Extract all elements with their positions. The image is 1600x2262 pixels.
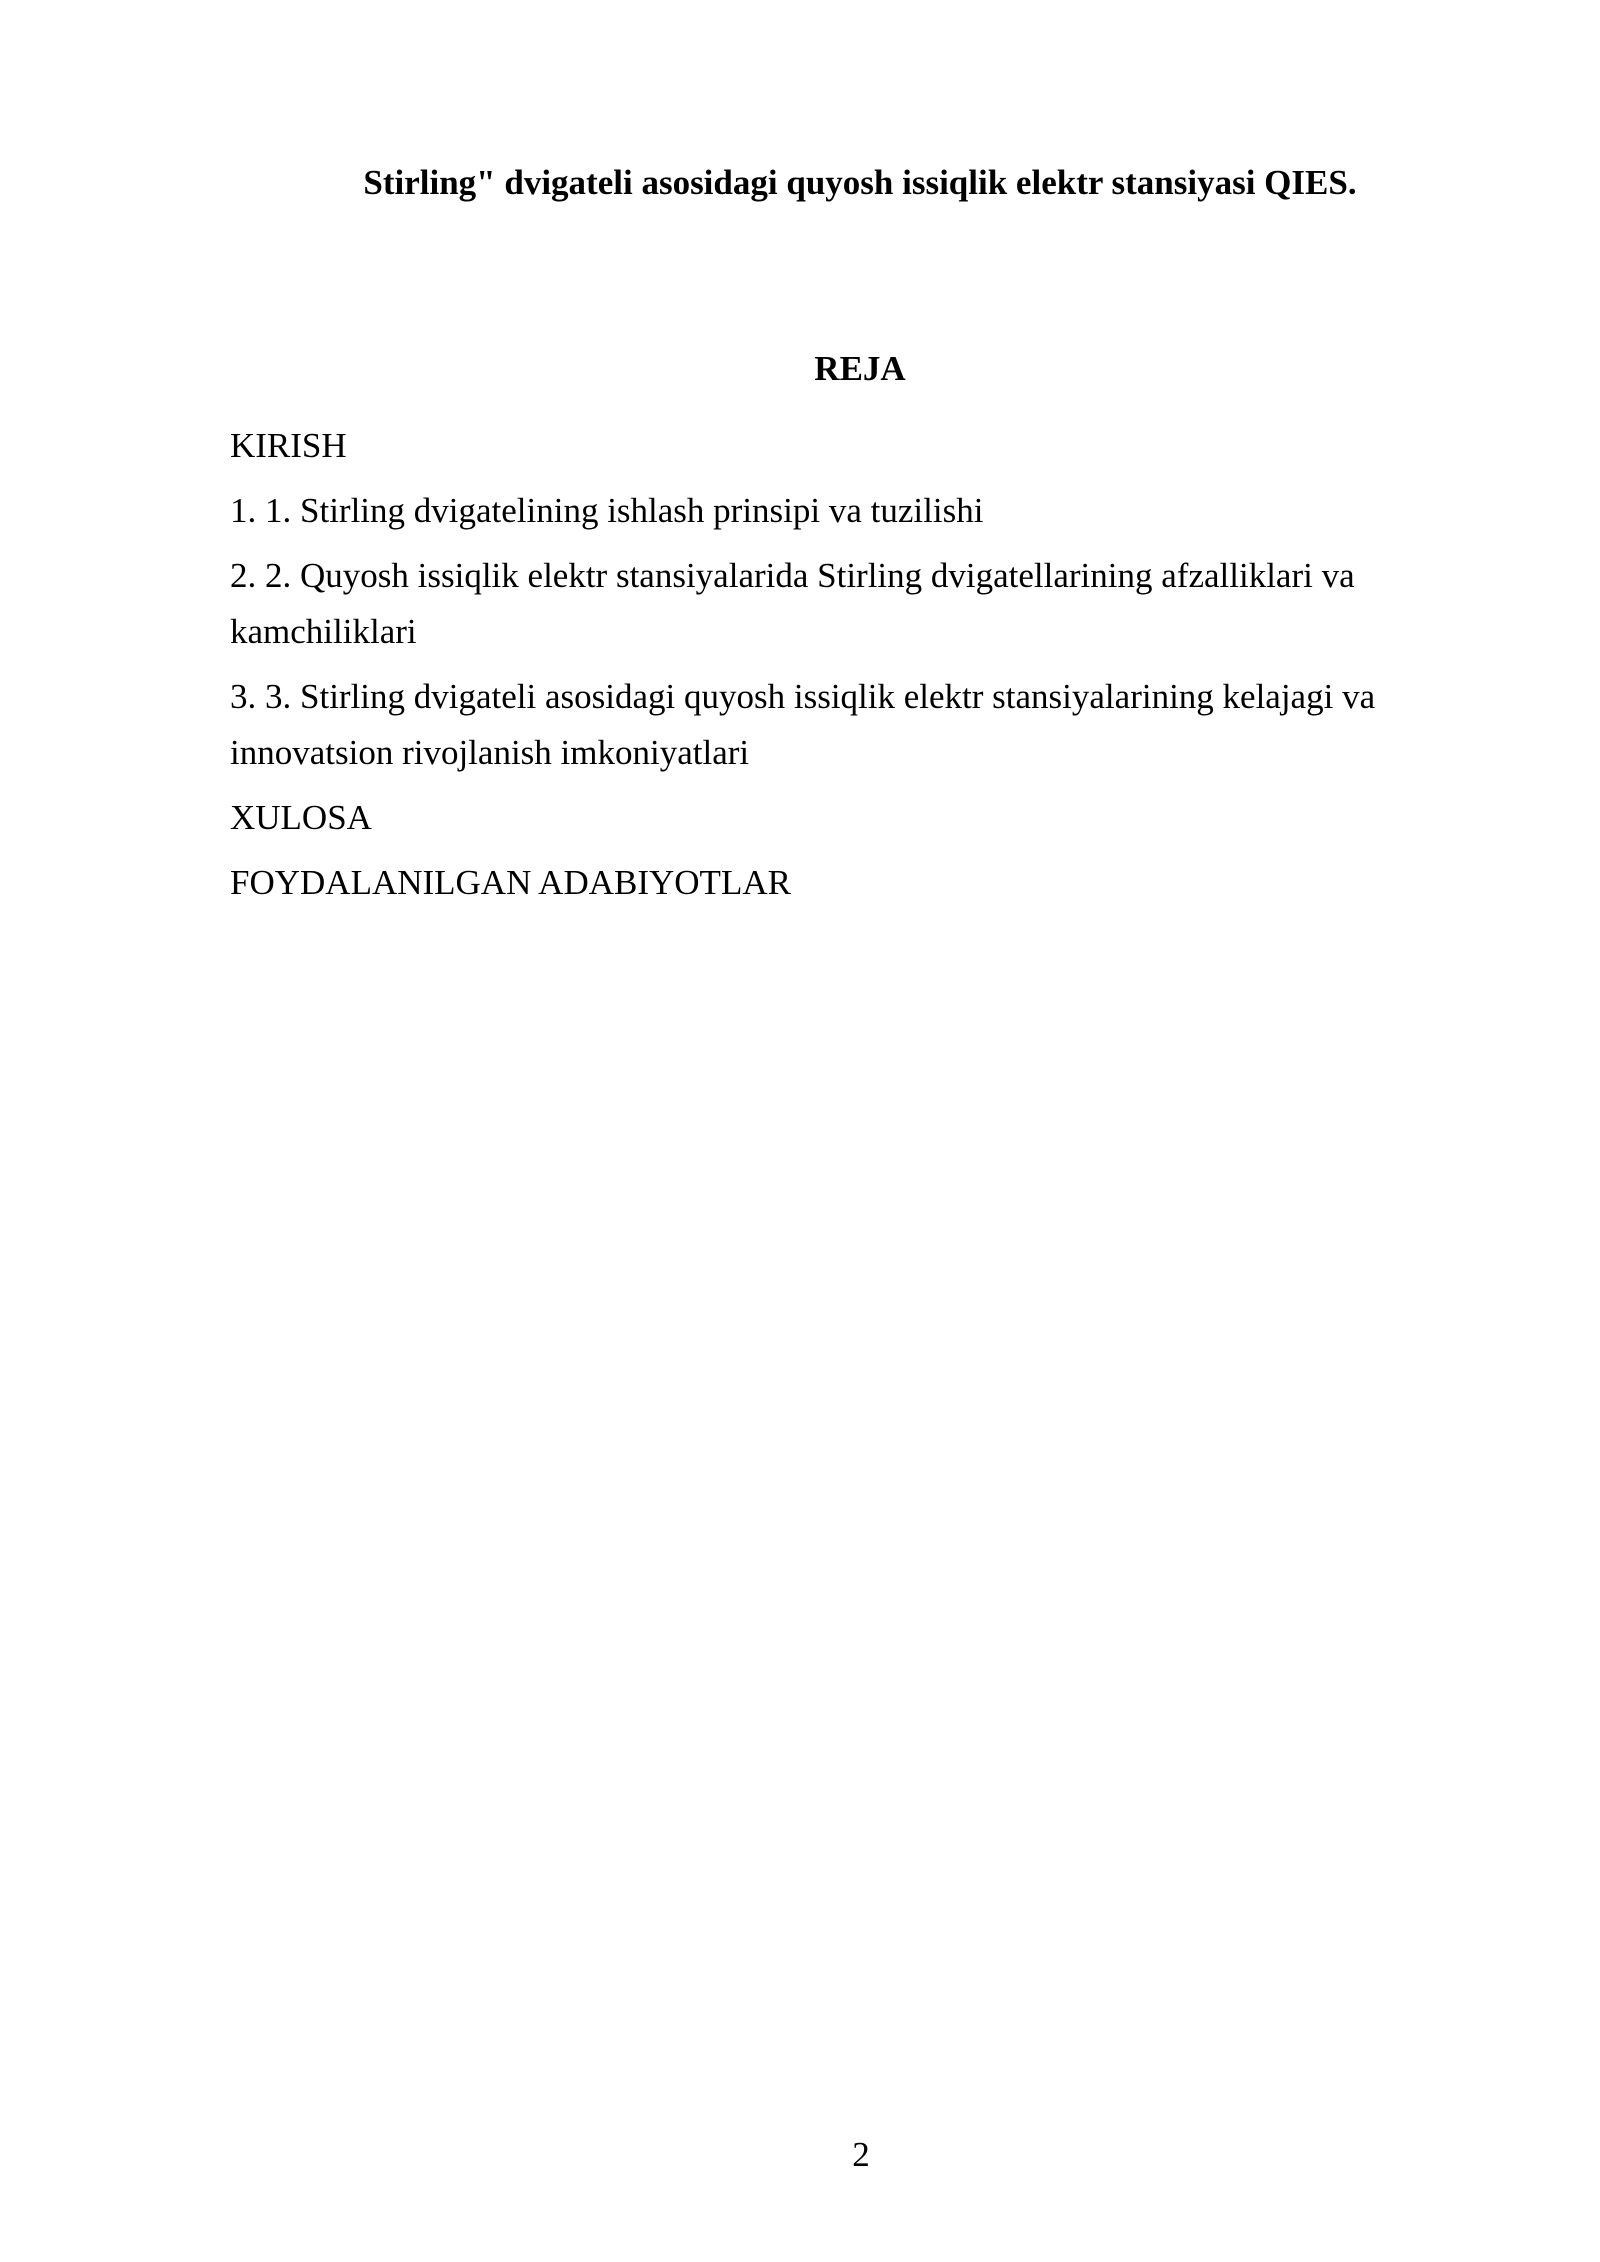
- table-of-contents: [230, 418, 1490, 920]
- toc-item-introduction: KIRISH: [230, 426, 347, 465]
- toc-item-conclusion: XULOSA: [230, 798, 372, 837]
- page-number: 2: [852, 2135, 870, 2174]
- document-title: Stirling" dvigateli asosidagi quyosh issiqlik elektr stansiyasi QIES.: [363, 163, 1357, 202]
- toc-item-chapter-3: 3. 3. Stirling dvigateli asosidagi quyosh issiqlik elektr stansiyalarining kelajagi va innovatsion rivojlanish imkoniyatlari: [230, 677, 1376, 772]
- plan-heading: REJA: [814, 349, 906, 388]
- toc-item-references: FOYDALANILGAN ADABIYOTLAR: [230, 863, 791, 902]
- toc-item-chapter-2: 2. 2. Quyosh issiqlik elektr stansiyalarida Stirling dvigatellarining afzalliklari va kamchiliklari: [230, 556, 1355, 651]
- toc-item-chapter-1: 1. 1. Stirling dvigatelining ishlash prinsipi va tuzilishi: [230, 491, 984, 530]
